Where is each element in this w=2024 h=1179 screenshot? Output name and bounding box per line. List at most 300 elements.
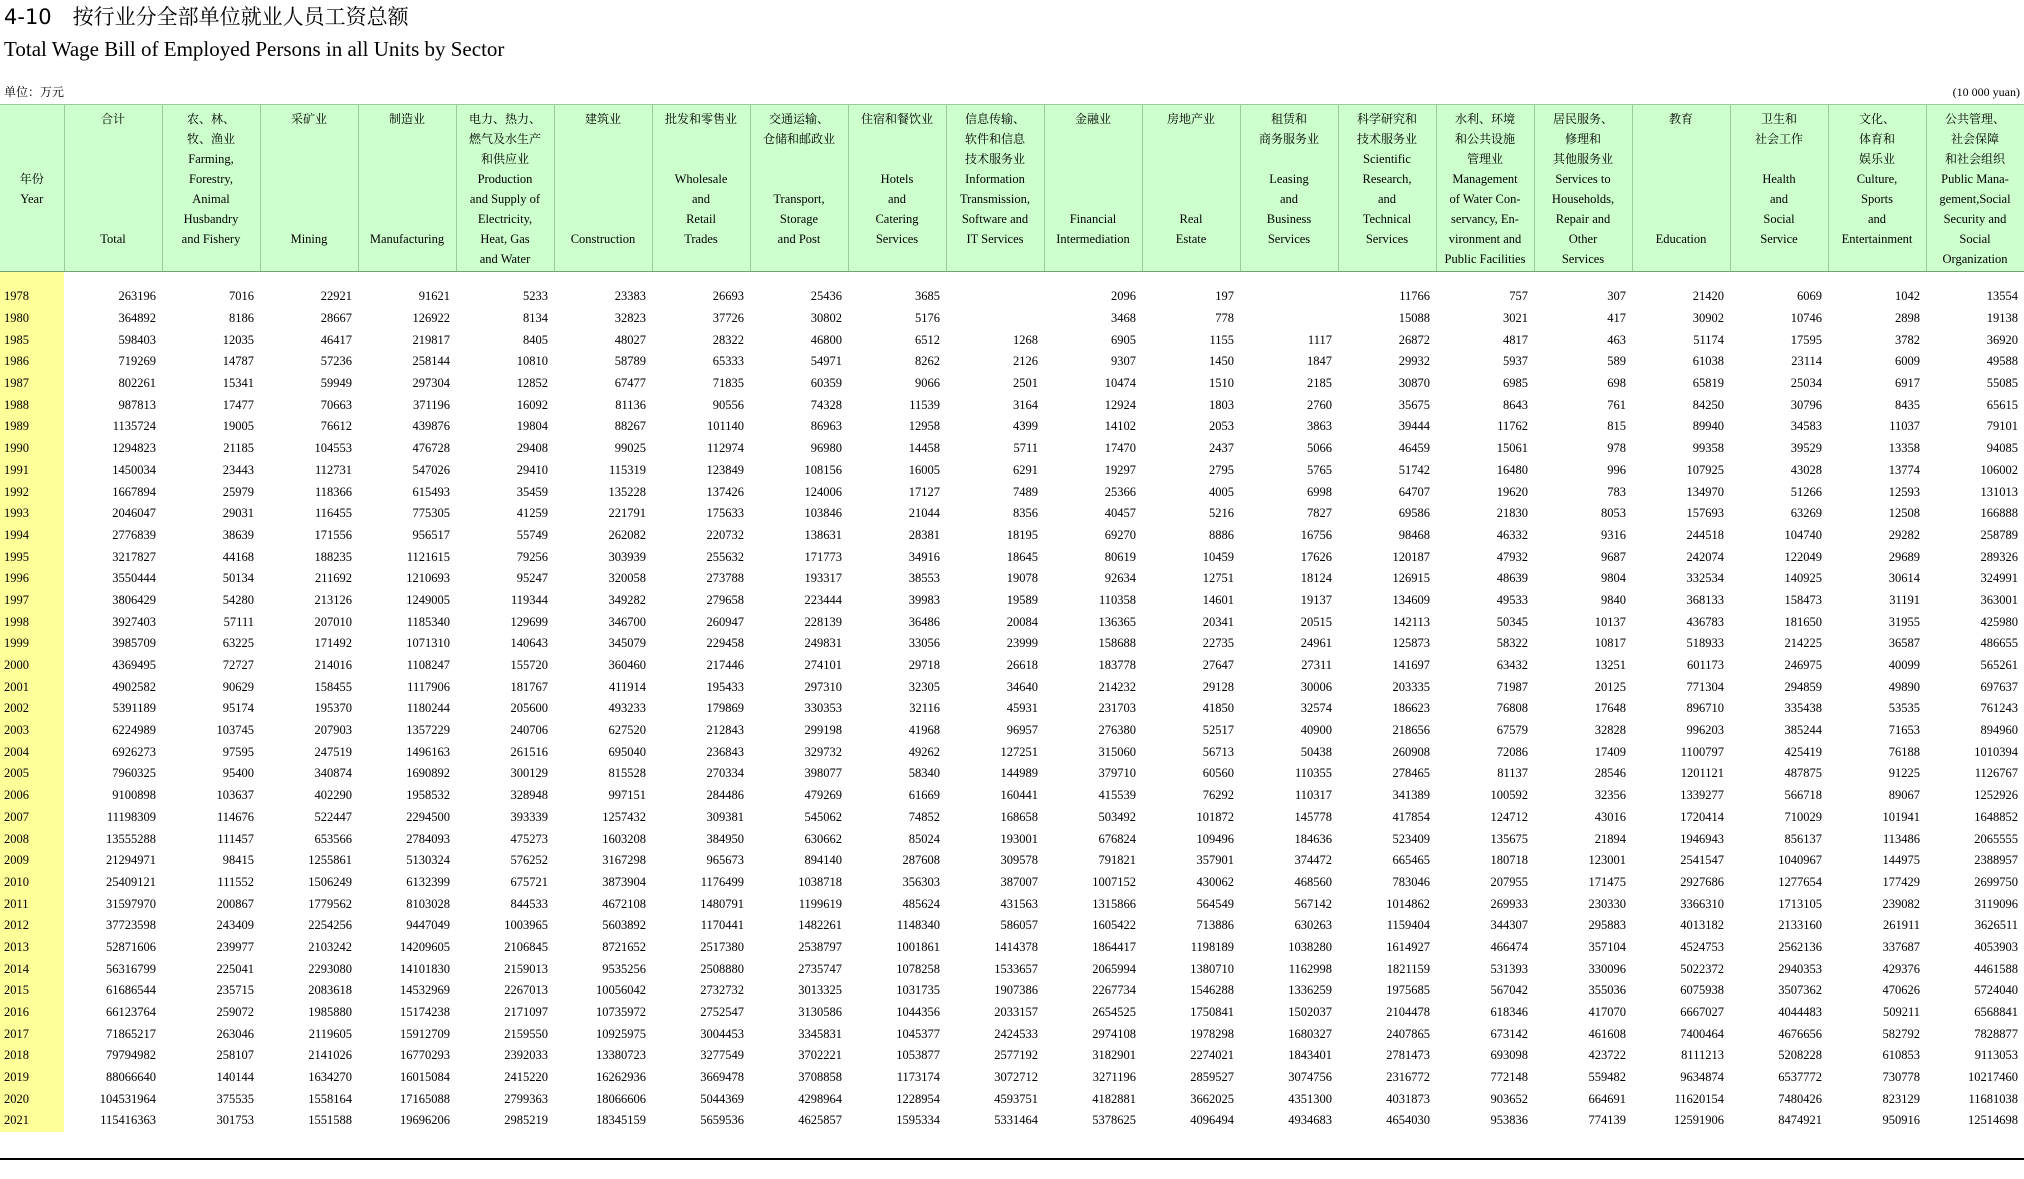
table-cell: 200867 [216, 896, 254, 911]
table-cell: 2974108 [1092, 1026, 1136, 1041]
year-cell: 2013 [0, 937, 64, 959]
table-cell: 179869 [706, 701, 744, 716]
table-cell: 8643 [1503, 397, 1528, 412]
table-cell: 287608 [902, 853, 940, 868]
table-cell: 235715 [216, 983, 254, 998]
table-cell: 180718 [1490, 853, 1528, 868]
table-cell: 2053 [1209, 419, 1234, 434]
table-cell: 13554 [1986, 289, 2018, 304]
table-cell: 1176499 [700, 874, 744, 889]
table-cell: 1007152 [1092, 874, 1136, 889]
table-cell: 255632 [706, 549, 744, 564]
table-cell: 8721652 [602, 939, 646, 954]
table-cell: 123849 [706, 462, 744, 477]
table-cell: 126922 [412, 311, 450, 326]
table-cell: 3271196 [1092, 1070, 1136, 1085]
table-cell: 4182881 [1092, 1091, 1136, 1106]
table-row [0, 785, 2024, 807]
table-cell: 3669478 [700, 1070, 744, 1085]
table-cell: 2760 [1307, 397, 1332, 412]
table-cell [64, 272, 162, 287]
table-cell: 9100898 [112, 788, 156, 803]
table-row [0, 1002, 2024, 1024]
table-cell: 71865217 [106, 1026, 156, 1041]
table-cell: 341389 [1392, 788, 1430, 803]
table-cell: 2104478 [1386, 1005, 1430, 1020]
year-cell: 1996 [0, 568, 64, 590]
table-cell: 9687 [1601, 549, 1626, 564]
table-cell: 15341 [222, 376, 254, 391]
table-cell: 14787 [222, 354, 254, 369]
table-cell: 49890 [1888, 679, 1920, 694]
table-cell: 3072712 [994, 1070, 1038, 1085]
table-cell: 90556 [712, 397, 744, 412]
column-header-gap [1046, 129, 1141, 209]
table-cell: 41968 [908, 723, 940, 738]
table-cell: 86963 [810, 419, 842, 434]
table-cell: 894960 [1980, 723, 2018, 738]
table-cell: 997151 [608, 788, 646, 803]
table-cell: 39529 [1790, 441, 1822, 456]
table-cell: 586057 [1000, 918, 1038, 933]
table-cell: 4593751 [994, 1091, 1038, 1106]
table-row [0, 633, 2024, 655]
column-header-en: Scientific Research, and Technical Services [1362, 152, 1412, 246]
table-cell: 761243 [1980, 701, 2018, 716]
table-cell: 630662 [804, 831, 842, 846]
table-cell: 50345 [1496, 614, 1528, 629]
table-cell: 4096494 [1190, 1113, 1234, 1128]
table-cell: 79794982 [106, 1048, 156, 1063]
table-cell: 387007 [1000, 874, 1038, 889]
table-cell: 8103028 [406, 896, 450, 911]
table-cell: 137426 [706, 484, 744, 499]
table-cell: 60560 [1202, 766, 1234, 781]
column-header-cn: 合计 [100, 112, 125, 126]
table-cell: 23383 [614, 289, 646, 304]
table-cell: 49262 [908, 744, 940, 759]
table-cell: 371196 [412, 397, 450, 412]
table-cell: 6075938 [1680, 983, 1724, 998]
table-cell: 5659536 [700, 1113, 744, 1128]
table-cell: 2985219 [504, 1113, 548, 1128]
column-header-cn: 教育 [1668, 112, 1693, 126]
table-cell [260, 272, 358, 287]
table-cell: 45931 [1006, 701, 1038, 716]
table-cell [456, 272, 554, 287]
table-cell: 2185 [1307, 376, 1332, 391]
table-cell: 111552 [217, 874, 254, 889]
column-header-cn: 文化、 体育和 娱乐业 [1858, 112, 1895, 166]
table-cell: 1779562 [308, 896, 352, 911]
year-cell: 2019 [0, 1067, 64, 1089]
table-cell: 1071310 [406, 636, 450, 651]
table-cell: 615493 [412, 484, 450, 499]
table-row [0, 1045, 2024, 1067]
column-header [1828, 105, 1926, 272]
table-cell: 46800 [810, 332, 842, 347]
table-cell: 118366 [314, 484, 352, 499]
table-cell: 50438 [1300, 744, 1332, 759]
column-header-cn: 居民服务、 修理和 其他服务业 [1552, 112, 1613, 166]
table-cell: 34640 [1006, 679, 1038, 694]
table-cell: 115416363 [100, 1113, 156, 1128]
table-cell: 564549 [1196, 896, 1234, 911]
table-cell: 31955 [1888, 614, 1920, 629]
table-cell: 88267 [614, 419, 646, 434]
table-cell: 1135724 [112, 419, 156, 434]
table-cell: 26872 [1398, 332, 1430, 347]
table-cell: 15088 [1398, 311, 1430, 326]
table-cell: 36587 [1888, 636, 1920, 651]
table-cell: 7489 [1013, 484, 1038, 499]
table-cell: 3685 [915, 289, 940, 304]
table-cell: 19005 [222, 419, 254, 434]
table-cell: 22921 [320, 289, 352, 304]
table-cell: 258144 [412, 354, 450, 369]
table-cell: 2267734 [1092, 983, 1136, 998]
table-cell: 303939 [608, 549, 646, 564]
table-cell: 4672108 [602, 896, 646, 911]
table-cell: 493233 [608, 701, 646, 716]
table-cell: 41259 [516, 506, 548, 521]
table-cell: 171492 [314, 636, 352, 651]
year-cell: 2007 [0, 807, 64, 829]
table-cell: 99358 [1692, 441, 1724, 456]
table-cell [1044, 272, 1142, 287]
table-cell: 297304 [412, 376, 450, 391]
table-cell: 598403 [118, 332, 156, 347]
column-header-en: Hotels and Catering Services [875, 172, 919, 246]
table-cell: 295883 [1588, 918, 1626, 933]
table-cell: 2940353 [1778, 961, 1822, 976]
table-cell: 48639 [1496, 571, 1528, 586]
column-header-cn: 住宿和餐饮业 [860, 112, 933, 126]
column-header-en: Year [20, 192, 44, 206]
year-cell: 2021 [0, 1110, 64, 1132]
table-row [0, 958, 2024, 980]
table-cell: 1496163 [406, 744, 450, 759]
table-cell [946, 272, 1044, 287]
table-cell: 51174 [1693, 332, 1724, 347]
table-cell: 76188 [1888, 744, 1920, 759]
table-row [0, 1088, 2024, 1110]
table-cell: 1975685 [1386, 983, 1430, 998]
table-cell: 2799363 [504, 1091, 548, 1106]
year-cell: 1986 [0, 351, 64, 373]
table-cell: 92634 [1104, 571, 1136, 586]
table-cell: 111457 [217, 831, 254, 846]
table-cell: 4817 [1503, 332, 1528, 347]
table-cell [946, 286, 1044, 308]
table-cell: 21420 [1692, 289, 1724, 304]
table-cell: 52517 [1202, 723, 1234, 738]
column-header [652, 105, 750, 272]
table-cell: 270334 [706, 766, 744, 781]
table-cell: 96980 [810, 441, 842, 456]
table-cell: 468560 [1294, 874, 1332, 889]
table-cell: 425980 [1980, 614, 2018, 629]
table-cell: 485624 [902, 896, 940, 911]
table-cell: 10056042 [596, 983, 646, 998]
table-cell: 2106845 [504, 939, 548, 954]
table-cell: 20341 [1202, 614, 1234, 629]
table-cell: 2541547 [1680, 853, 1724, 868]
table-cell: 6291 [1013, 462, 1038, 477]
table-cell: 417 [1607, 311, 1626, 326]
table-cell: 5130324 [406, 853, 450, 868]
table-cell: 294859 [1784, 679, 1822, 694]
table-cell: 2795 [1209, 462, 1234, 477]
table-cell: 71987 [1496, 679, 1528, 694]
table-cell: 2752547 [700, 1005, 744, 1020]
table-cell: 2316772 [1386, 1070, 1430, 1085]
year-cell: 2015 [0, 980, 64, 1002]
table-cell: 349282 [608, 592, 646, 607]
table-cell: 385244 [1784, 723, 1822, 738]
table-cell: 307 [1607, 289, 1626, 304]
table-cell: 30006 [1300, 679, 1332, 694]
table-cell: 335438 [1784, 701, 1822, 716]
table-cell: 34916 [908, 549, 940, 564]
table-cell: 1252926 [1974, 788, 2018, 803]
table-cell: 29410 [516, 462, 548, 477]
table-cell: 2171097 [504, 1005, 548, 1020]
table-cell: 17409 [1594, 744, 1626, 759]
table-cell: 14458 [908, 441, 940, 456]
table-cell: 337687 [1882, 939, 1920, 954]
table-cell: 98415 [222, 853, 254, 868]
table-cell: 31191 [1889, 592, 1920, 607]
column-header [260, 105, 358, 272]
table-cell: 119344 [510, 592, 548, 607]
table-cell: 103846 [804, 506, 842, 521]
table-cell: 37723598 [106, 918, 156, 933]
table-cell: 17470 [1104, 441, 1136, 456]
table-cell: 113486 [1882, 831, 1920, 846]
column-header-gap [1242, 149, 1337, 169]
table-cell: 20084 [1006, 614, 1038, 629]
column-header [1730, 105, 1828, 272]
table-row [0, 807, 2024, 829]
table-cell: 2103242 [308, 939, 352, 954]
page-title-chinese: 4-10 按行业分全部单位就业人员工资总额 [4, 5, 409, 29]
table-cell [1436, 272, 1534, 287]
table-cell: 3782 [1895, 332, 1920, 347]
table-cell: 2133160 [1778, 918, 1822, 933]
column-header-gap [1634, 129, 1729, 229]
table-cell: 120187 [1392, 549, 1430, 564]
column-header-cn: 租赁和 商务服务业 [1258, 112, 1319, 146]
column-header-gap [556, 129, 651, 229]
table-cell: 51742 [1398, 462, 1430, 477]
table-cell: 220732 [706, 527, 744, 542]
table-cell: 61038 [1692, 354, 1724, 369]
table-cell: 14601 [1202, 592, 1234, 607]
table-cell: 1117906 [407, 679, 450, 694]
table-cell: 52871606 [106, 939, 156, 954]
year-cell: 1989 [0, 416, 64, 438]
table-cell: 41850 [1202, 701, 1234, 716]
table-cell: 357901 [1196, 853, 1234, 868]
column-header-gap [1144, 129, 1239, 209]
table-cell: 25366 [1104, 484, 1136, 499]
table-cell: 3708858 [798, 1070, 842, 1085]
table-cell: 203335 [1392, 679, 1430, 694]
table-cell: 5937 [1503, 354, 1528, 369]
table-cell: 9447049 [406, 918, 450, 933]
table-cell: 3927403 [112, 614, 156, 629]
table-cell [554, 272, 652, 287]
year-cell: 2005 [0, 763, 64, 785]
table-cell: 1450 [1209, 354, 1234, 369]
table-cell: 123001 [1588, 853, 1626, 868]
table-cell: 1003965 [504, 918, 548, 933]
table-cell: 1648852 [1974, 809, 2018, 824]
table-cell: 145778 [1294, 809, 1332, 824]
table-cell: 3277549 [700, 1048, 744, 1063]
table-cell: 95400 [222, 766, 254, 781]
year-cell [0, 272, 64, 287]
table-cell: 16756 [1300, 527, 1332, 542]
table-cell: 289326 [1980, 549, 2018, 564]
table-cell: 9113053 [1974, 1048, 2018, 1063]
table-cell: 16092 [516, 397, 548, 412]
table-cell: 523409 [1392, 831, 1430, 846]
column-header-cn: 交通运输、 仓储和邮政业 [762, 112, 835, 146]
table-cell: 101941 [1882, 809, 1920, 824]
table-cell: 15912709 [400, 1026, 450, 1041]
table-cell: 774139 [1588, 1113, 1626, 1128]
column-header-cn: 电力、热力、 燃气及水生产 和供应业 [468, 112, 541, 166]
table-cell: 166888 [1980, 506, 2018, 521]
table-cell: 345079 [608, 636, 646, 651]
table-cell: 1045377 [896, 1026, 940, 1041]
table-cell: 1614927 [1386, 939, 1430, 954]
table-cell: 547026 [412, 462, 450, 477]
table-cell: 49533 [1496, 592, 1528, 607]
table-cell: 1603208 [602, 831, 646, 846]
column-header-en: Real Estate [1175, 212, 1207, 246]
table-row [0, 720, 2024, 742]
table-cell: 398077 [804, 766, 842, 781]
table-cell: 65615 [1986, 397, 2018, 412]
table-cell: 4625857 [798, 1113, 842, 1128]
table-cell: 98468 [1398, 527, 1430, 542]
table-cell: 213126 [314, 592, 352, 607]
table-cell: 244518 [1686, 527, 1724, 542]
table-cell: 6512 [915, 332, 940, 347]
table-cell: 63269 [1790, 506, 1822, 521]
table-cell: 23443 [222, 462, 254, 477]
table-cell: 122049 [1784, 549, 1822, 564]
table-cell: 6917 [1895, 376, 1920, 391]
table-row [0, 503, 2024, 525]
year-cell: 2014 [0, 958, 64, 980]
table-cell: 19078 [1006, 571, 1038, 586]
table-row [0, 872, 2024, 894]
year-cell: 2004 [0, 741, 64, 763]
table-cell: 1198189 [1190, 939, 1234, 954]
table-cell: 38639 [222, 527, 254, 542]
table-cell: 263196 [118, 289, 156, 304]
table-cell: 9804 [1601, 571, 1626, 586]
table-cell: 673142 [1490, 1026, 1528, 1041]
table-cell: 40457 [1104, 506, 1136, 521]
table-cell: 417070 [1588, 1005, 1626, 1020]
table-cell: 630263 [1294, 918, 1332, 933]
table-cell: 51266 [1790, 484, 1822, 499]
column-header-gap [360, 129, 455, 229]
table-cell: 239082 [1882, 896, 1920, 911]
table-cell: 757 [1509, 289, 1528, 304]
table-cell: 46332 [1496, 527, 1528, 542]
table-cell: 11198309 [106, 809, 156, 824]
table-cell: 8405 [523, 332, 548, 347]
column-header-en: Management of Water Con- servancy, En- vironment and Public Facilities [1444, 172, 1526, 266]
table-cell: 236843 [706, 744, 744, 759]
table-cell: 2654525 [1092, 1005, 1136, 1020]
table-cell: 2033157 [994, 1005, 1038, 1020]
table-cell: 274101 [804, 658, 842, 673]
table-cell: 610853 [1882, 1048, 1920, 1063]
table-cell: 7016 [229, 289, 254, 304]
table-cell: 18345159 [596, 1113, 646, 1128]
table-cell: 4902582 [112, 679, 156, 694]
table-cell: 258107 [216, 1048, 254, 1063]
table-cell: 104740 [1784, 527, 1822, 542]
table-cell: 8186 [229, 311, 254, 326]
table-cell: 11681038 [1968, 1091, 2018, 1106]
table-cell: 6132399 [406, 874, 450, 889]
table-cell: 104531964 [99, 1091, 156, 1106]
table-cell: 2159013 [504, 961, 548, 976]
table-cell: 44168 [222, 549, 254, 564]
table-cell: 761 [1607, 397, 1626, 412]
table-cell: 29932 [1398, 354, 1430, 369]
table-cell: 531393 [1490, 961, 1528, 976]
table-cell: 730778 [1882, 1070, 1920, 1085]
table-cell: 476728 [412, 441, 450, 456]
table-cell: 5603892 [602, 918, 646, 933]
table-cell: 1078258 [896, 961, 940, 976]
table-cell: 91621 [418, 289, 450, 304]
table-cell: 64707 [1398, 484, 1430, 499]
table-cell: 131013 [1980, 484, 2018, 499]
table-cell: 355036 [1588, 983, 1626, 998]
table-cell: 36920 [1986, 332, 2018, 347]
table-cell: 1847 [1307, 354, 1332, 369]
table-cell: 1482261 [798, 918, 842, 933]
table-cell [358, 272, 456, 287]
table-cell: 32574 [1300, 701, 1332, 716]
table-cell: 475273 [510, 831, 548, 846]
table-cell: 32356 [1594, 788, 1626, 803]
table-cell: 69586 [1398, 506, 1430, 521]
table-cell: 25979 [222, 484, 254, 499]
table-cell: 1750841 [1190, 1005, 1234, 1020]
table-cell: 379710 [1098, 766, 1136, 781]
table-cell: 35675 [1398, 397, 1430, 412]
table-cell: 246975 [1784, 658, 1822, 673]
table-cell: 134970 [1686, 484, 1724, 499]
table-cell [848, 272, 946, 287]
year-cell: 1988 [0, 394, 64, 416]
table-cell: 136365 [1098, 614, 1136, 629]
table-cell: 35459 [516, 484, 548, 499]
table-cell: 114676 [216, 809, 254, 824]
table-cell: 106002 [1980, 462, 2018, 477]
